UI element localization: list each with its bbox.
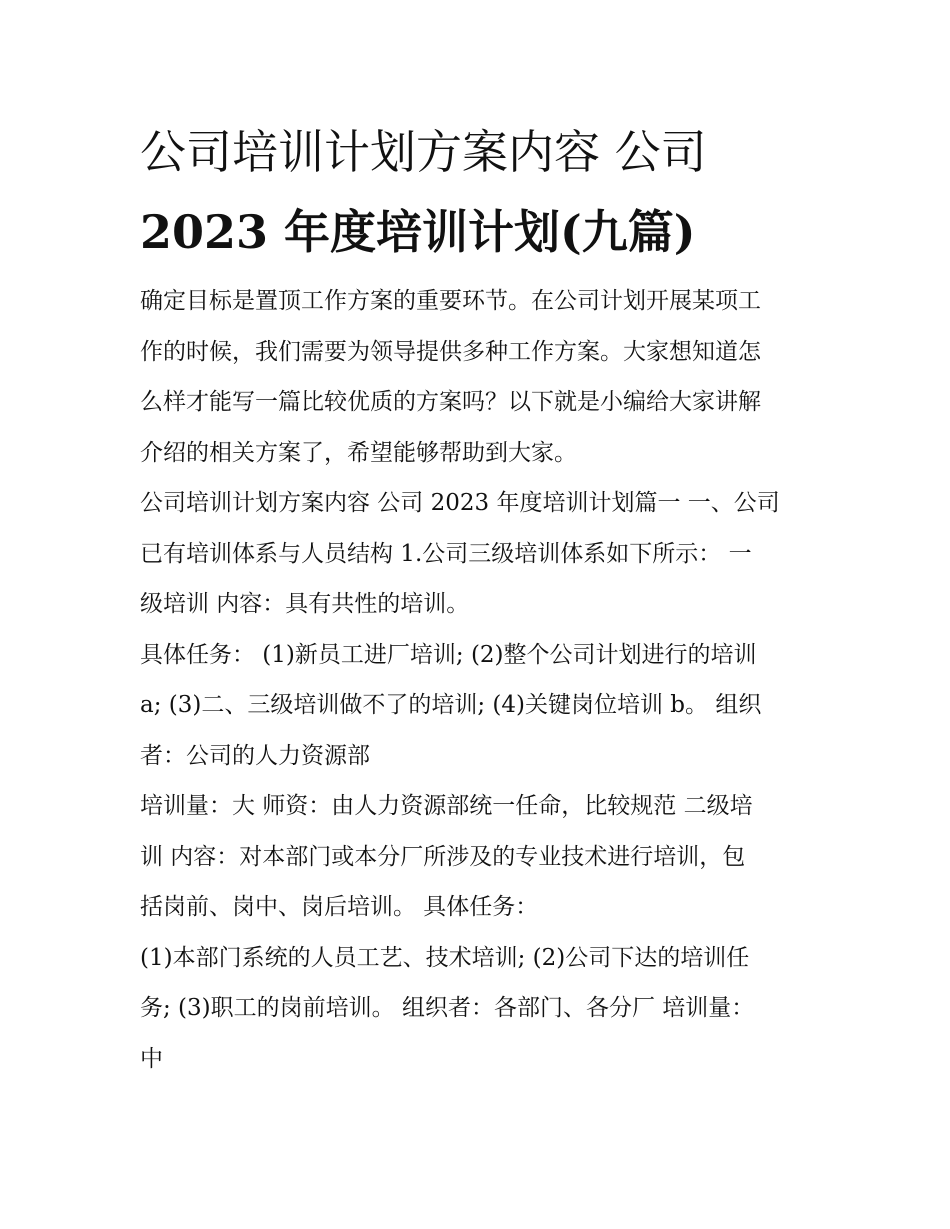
body-line: 公司培训计划方案内容 公司 2023 年度培训计划篇一 一、公司	[140, 490, 780, 516]
body-line: 确定目标是置顶工作方案的重要环节。在公司计划开展某项工	[140, 288, 761, 314]
body-line: 务; (3)职工的岗前培训。 组织者：各部门、各分厂 培训量：	[140, 995, 755, 1021]
title-line-1: 公司培训计划方案内容 公司	[140, 125, 707, 179]
body-line: a; (3)二、三级培训做不了的培训; (4)关键岗位培训 b。 组织	[140, 692, 762, 718]
body-line: 作的时候，我们需要为领导提供多种工作方案。大家想知道怎	[140, 338, 761, 365]
title-line-2-text: 年度培训计划(九篇)	[268, 205, 696, 259]
body-line: 具体任务： (1)新员工进厂培训; (2)整个公司计划进行的培训	[140, 641, 757, 668]
body-line: 括岗前、岗中、岗后培训。 具体任务：	[140, 894, 539, 920]
body-line: (1)本部门系统的人员工艺、技术培训; (2)公司下达的培训任	[140, 944, 750, 971]
body-line: 者：公司的人力资源部	[140, 742, 370, 769]
title-line-2	[140, 192, 840, 272]
document-title	[140, 112, 840, 272]
body-line: 训 内容：对本部门或本分厂所涉及的专业技术进行培训，包	[140, 843, 746, 870]
body-line: 介绍的相关方案了，希望能够帮助到大家。	[140, 439, 577, 466]
body-line: 中	[140, 1045, 163, 1072]
body-line: 级培训 内容：具有共性的培训。	[140, 591, 470, 617]
body-line: 么样才能写一篇比较优质的方案吗？以下就是小编给大家讲解	[140, 389, 761, 415]
title-year: 2023	[140, 205, 269, 259]
body-line: 培训量：大 师资：由人力资源部统一任命，比较规范 二级培	[140, 793, 753, 819]
document-body	[140, 276, 820, 1084]
body-line: 已有培训体系与人员结构 1.公司三级培训体系如下所示： 一	[140, 540, 752, 567]
